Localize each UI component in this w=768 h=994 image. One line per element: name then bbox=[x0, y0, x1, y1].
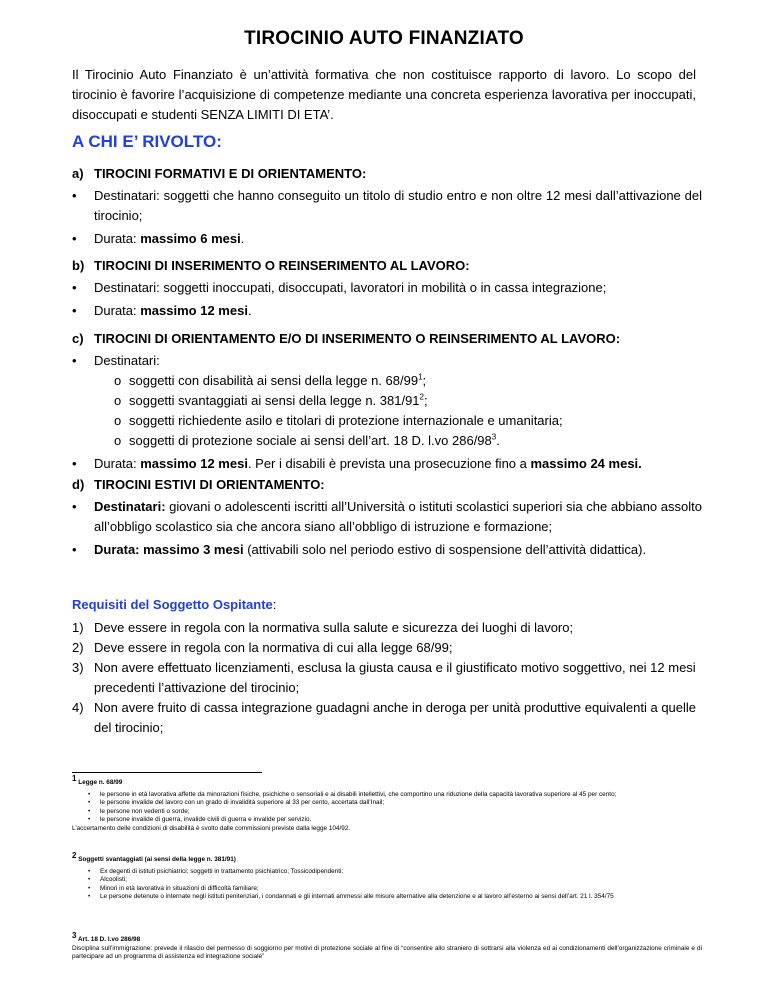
bullet-icon: • bbox=[72, 456, 77, 471]
list-item: 3) Non avere effettuato licenziamenti, esclusa la giusta causa e il giustificato motivo soggettivo, nei 12 mesi precedenti l’attivazione del tirocinio; bbox=[72, 660, 696, 695]
section-b-heading bbox=[72, 258, 702, 278]
section-c-sub-4: o soggetti di protezione sociale ai sensi dell’art. 18 D. l.vo $286/98^3$. bbox=[72, 431, 702, 451]
footnote-2: $^2$ Soggetti svantaggiati (ai sensi della legge n. 381/91) • Ex degenti di istituti psichiatrici; soggetti in trattamento psichiatrico; Tossicodipendenti; • Alcoolisti; • Minori in età lavorativa in situazioni di difficoltà familiare; • Le persone detenute o internate negli istituti penitenziari, i condannati e gli internati ammessi alle misure alternative alla detenzione e al lavoro all’esterno ai sensi dell’art. 21 l. 354/75 bbox=[72, 856, 702, 902]
section-a-label: a) bbox=[72, 166, 84, 181]
list-item: 1) Deve essere in regola con la normativa sulla salute e sicurezza dei luoghi di lavoro; bbox=[72, 620, 574, 635]
section-a-heading bbox=[72, 166, 702, 186]
section-c-sub-1: o soggetti con disabilità ai sensi della legge n. $68/99^1$; bbox=[72, 371, 702, 391]
list-item: • Alcoolisti; bbox=[88, 876, 127, 884]
section-b-label: b) bbox=[72, 258, 85, 273]
requisiti-heading: Requisiti del Soggetto Ospitante: bbox=[72, 597, 277, 612]
circle-bullet-icon: o bbox=[114, 433, 122, 448]
section-c-durata: • Durata: massimo 12 mesi. Per i disabili è prevista una prosecuzione fino a massimo 24 mesi. bbox=[72, 454, 702, 474]
footnote-ref-2[interactable]: 2 bbox=[419, 392, 424, 402]
heading-a-chi-e-rivolto: A CHI E’ RIVOLTO: bbox=[72, 132, 222, 151]
section-c-sub-2: o soggetti svantaggiati ai sensi della legge n. $381/91^2$; bbox=[72, 391, 702, 411]
list-item: • le persone invalide del lavoro con un grado di invalidità superiore al 33 per cento, accertata dall’Inail; bbox=[88, 799, 385, 807]
circle-bullet-icon: o bbox=[114, 373, 122, 388]
footnote-1: $^1$ Legge n. 68/99 • le persone in età lavorativa affette da minorazioni fisiche, psichiche o sensoriali e ai disabili intellettivi, che comportino una riduzione della capacità lavorativa superiore al 45 per cento; • le persone invalide del lavoro con un grado di invalidità superiore al 33 per cento, accertata dall’Inail; • le persone non vedenti o sorde; • le persone invalide di guerra, invalide civili di guerra e invalide per servizio. L’accertamento delle condizioni di disabilità è svolto dalle commissioni previste dalla legge 104/92. bbox=[72, 779, 702, 833]
section-d-heading bbox=[72, 477, 702, 497]
list-item: • le persone non vedenti o sorde; bbox=[88, 807, 190, 815]
page-title: TIROCINIO AUTO FINANZIATO bbox=[244, 28, 524, 49]
section-a-destinatari: • Destinatari: soggetti che hanno conseguito un titolo di studio entro e non oltre 12 mesi dall’attivazione del tirocinio; bbox=[72, 188, 702, 223]
section-c-heading bbox=[72, 331, 702, 351]
section-a bbox=[72, 166, 702, 249]
section-c bbox=[72, 331, 702, 474]
section-d-label: d) bbox=[72, 477, 85, 492]
footnote-3: $^3$ Art. 18 D. l.vo 286/98 Disciplina sull’immigrazione: prevede il rilascio del permesso di soggiorno per motivi di protezione sociale al fine di “consentire allo straniero di sottrarsi alla violenza ed ai condizionamenti dell’organizzazione criminale e di partecipare ad un programma di assistenza ed integrazione sociale” bbox=[72, 931, 702, 961]
section-d-durata: • Durata: massimo 3 mesi (attivabili solo nel periodo estivo di sospensione dell’attività didattica). bbox=[72, 540, 702, 560]
section-a-title: TIROCINI FORMATIVI E DI ORIENTAMENTO: bbox=[94, 166, 367, 181]
section-c-destinatari: • Destinatari: bbox=[72, 351, 702, 371]
bullet-icon: • bbox=[72, 353, 77, 368]
list-item: • Minori in età lavorativa in situazioni di difficoltà familiare; bbox=[88, 884, 259, 892]
bullet-icon: • bbox=[72, 188, 77, 203]
list-item: 4) Non avere fruito di cassa integrazione guadagni anche in deroga per unità produttive equivalenti a quelle del tirocinio; bbox=[72, 700, 697, 735]
bullet-icon: • bbox=[72, 303, 77, 318]
section-a-durata: • Durata: massimo 6 mesi. bbox=[72, 229, 702, 249]
list-item: • le persone invalide di guerra, invalide civili di guerra e invalide per servizio. bbox=[88, 816, 312, 824]
section-b-durata: • Durata: massimo 12 mesi. bbox=[72, 301, 702, 321]
list-item: • le persone in età lavorativa affette da minorazioni fisiche, psichiche o sensoriali e ai disabili intellettivi, che comportino una riduzione della capacità lavorativa superiore al 45 per cento; bbox=[88, 790, 617, 798]
bullet-icon: • bbox=[72, 542, 77, 557]
footnote-ref-3[interactable]: 3 bbox=[491, 432, 497, 442]
intro-paragraph: Il Tirocinio Auto Finanziato è un’attività formativa che non costituisce rapporto di lavoro. Lo scopo del tirocinio è favorire l’acquisizione di competenze mediante una concreta esperienza lavorativa per inoccupati, disoccupati e studenti SENZA LIMITI DI ETA’. bbox=[72, 67, 696, 122]
circle-bullet-icon: o bbox=[114, 413, 122, 428]
footnote-divider bbox=[72, 772, 262, 773]
section-c-sub-3: o soggetti richiedente asilo e titolari di protezione internazionale e umanitaria; bbox=[72, 411, 702, 431]
section-c-label: c) bbox=[72, 331, 84, 346]
list-item: • Le persone detenute o internate negli istituti penitenziari, i condannati e gli internati ammessi alle misure alternative alla detenzione e al lavoro all’esterno ai sensi dell’art. 21 l. 354/75 bbox=[88, 893, 614, 901]
section-b-destinatari: • Destinatari: soggetti inoccupati, disoccupati, lavoratori in mobilità o in cassa integrazione; bbox=[72, 278, 702, 298]
section-b-title: TIROCINI DI INSERIMENTO O REINSERIMENTO AL LAVORO: bbox=[94, 258, 470, 273]
section-d bbox=[72, 477, 702, 560]
section-c-title: TIROCINI DI ORIENTAMENTO E/O DI INSERIMENTO O REINSERIMENTO AL LAVORO: bbox=[94, 331, 621, 346]
list-item: • Ex degenti di istituti psichiatrici; soggetti in trattamento psichiatrico; Tossicodipendenti; bbox=[88, 867, 344, 875]
list-item: 2) Deve essere in regola con la normativa di cui alla legge 68/99; bbox=[72, 640, 453, 655]
circle-bullet-icon: o bbox=[114, 393, 122, 408]
footnote-ref-1[interactable]: 1 bbox=[418, 372, 423, 382]
requisiti-list bbox=[72, 618, 702, 738]
section-b bbox=[72, 258, 702, 321]
section-d-title: TIROCINI ESTIVI DI ORIENTAMENTO: bbox=[94, 477, 325, 492]
section-d-destinatari: • Destinatari: giovani o adolescenti iscritti all’Università o istituti scolastici superiori sia che abbiano assolto all’obbligo scolastico sia che ancora siano all’obbligo di istruzione e formazione; bbox=[72, 499, 702, 534]
bullet-icon: • bbox=[72, 231, 77, 246]
footnote-1-note: L’accertamento delle condizioni di disabilità è svolto dalle commissioni previste dalla legge 104/92. bbox=[72, 824, 351, 832]
bullet-icon: • bbox=[72, 280, 77, 295]
bullet-icon: • bbox=[72, 499, 77, 514]
